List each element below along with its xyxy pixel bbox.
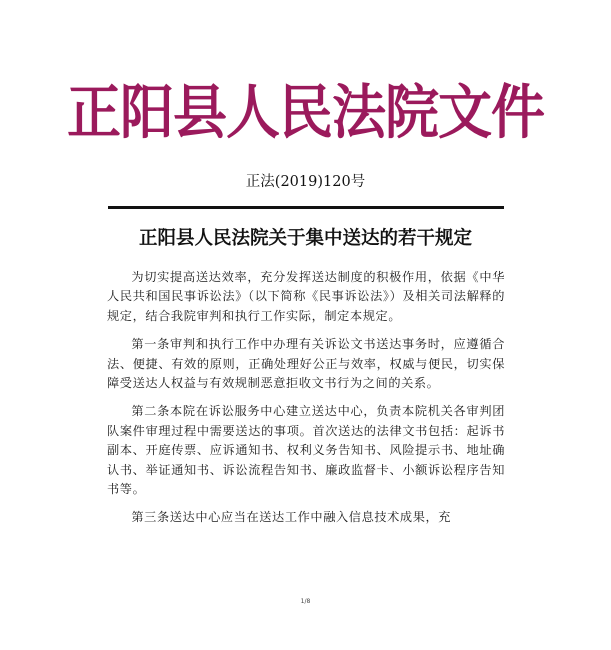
paragraph-preamble: 为切实提高送达效率，充分发挥送达制度的积极作用，依据《中华人民共和国民事诉讼法》（以下简称《民事诉讼法》）及相关司法解释的规定，结合我院审判和执行工作实际，制定本规定。 — [107, 270, 505, 323]
paragraph-article-1: 第一条审判和执行工作中办理有关诉讼文书送达事务时，应遵循合法、便捷、有效的原则，正确处理好公正与效率，权威与便民，切实保障受送达人权益与有效规制恶意拒收文书行为之间的关系。 — [107, 337, 505, 391]
document-number: 正法(2019)120号 — [245, 174, 366, 190]
header-divider — [108, 206, 504, 209]
document-body — [107, 268, 505, 537]
document-title: 正阳县人民法院关于集中送达的若干规定 — [138, 228, 472, 249]
paragraph-article-2: 第二条本院在诉讼服务中心建立送达中心，负责本院机关各审判团队案件审理过程中需要送达的事项。首次送达的法律文书包括：起诉书副本、开庭传票、应诉通知书、权利义务告知书、风险提示书、地址确认书、举证通知书、诉讼流程告知书、廉政监督卡、小额诉讼程序告知书等。 — [107, 404, 505, 497]
paragraph-article-3: 第三条送达中心应当在送达工作中融入信息技术成果，充 — [131, 510, 452, 525]
page-number: 1/8 — [300, 598, 311, 605]
document-header-title: 正阳县人民法院文件 — [67, 77, 544, 147]
